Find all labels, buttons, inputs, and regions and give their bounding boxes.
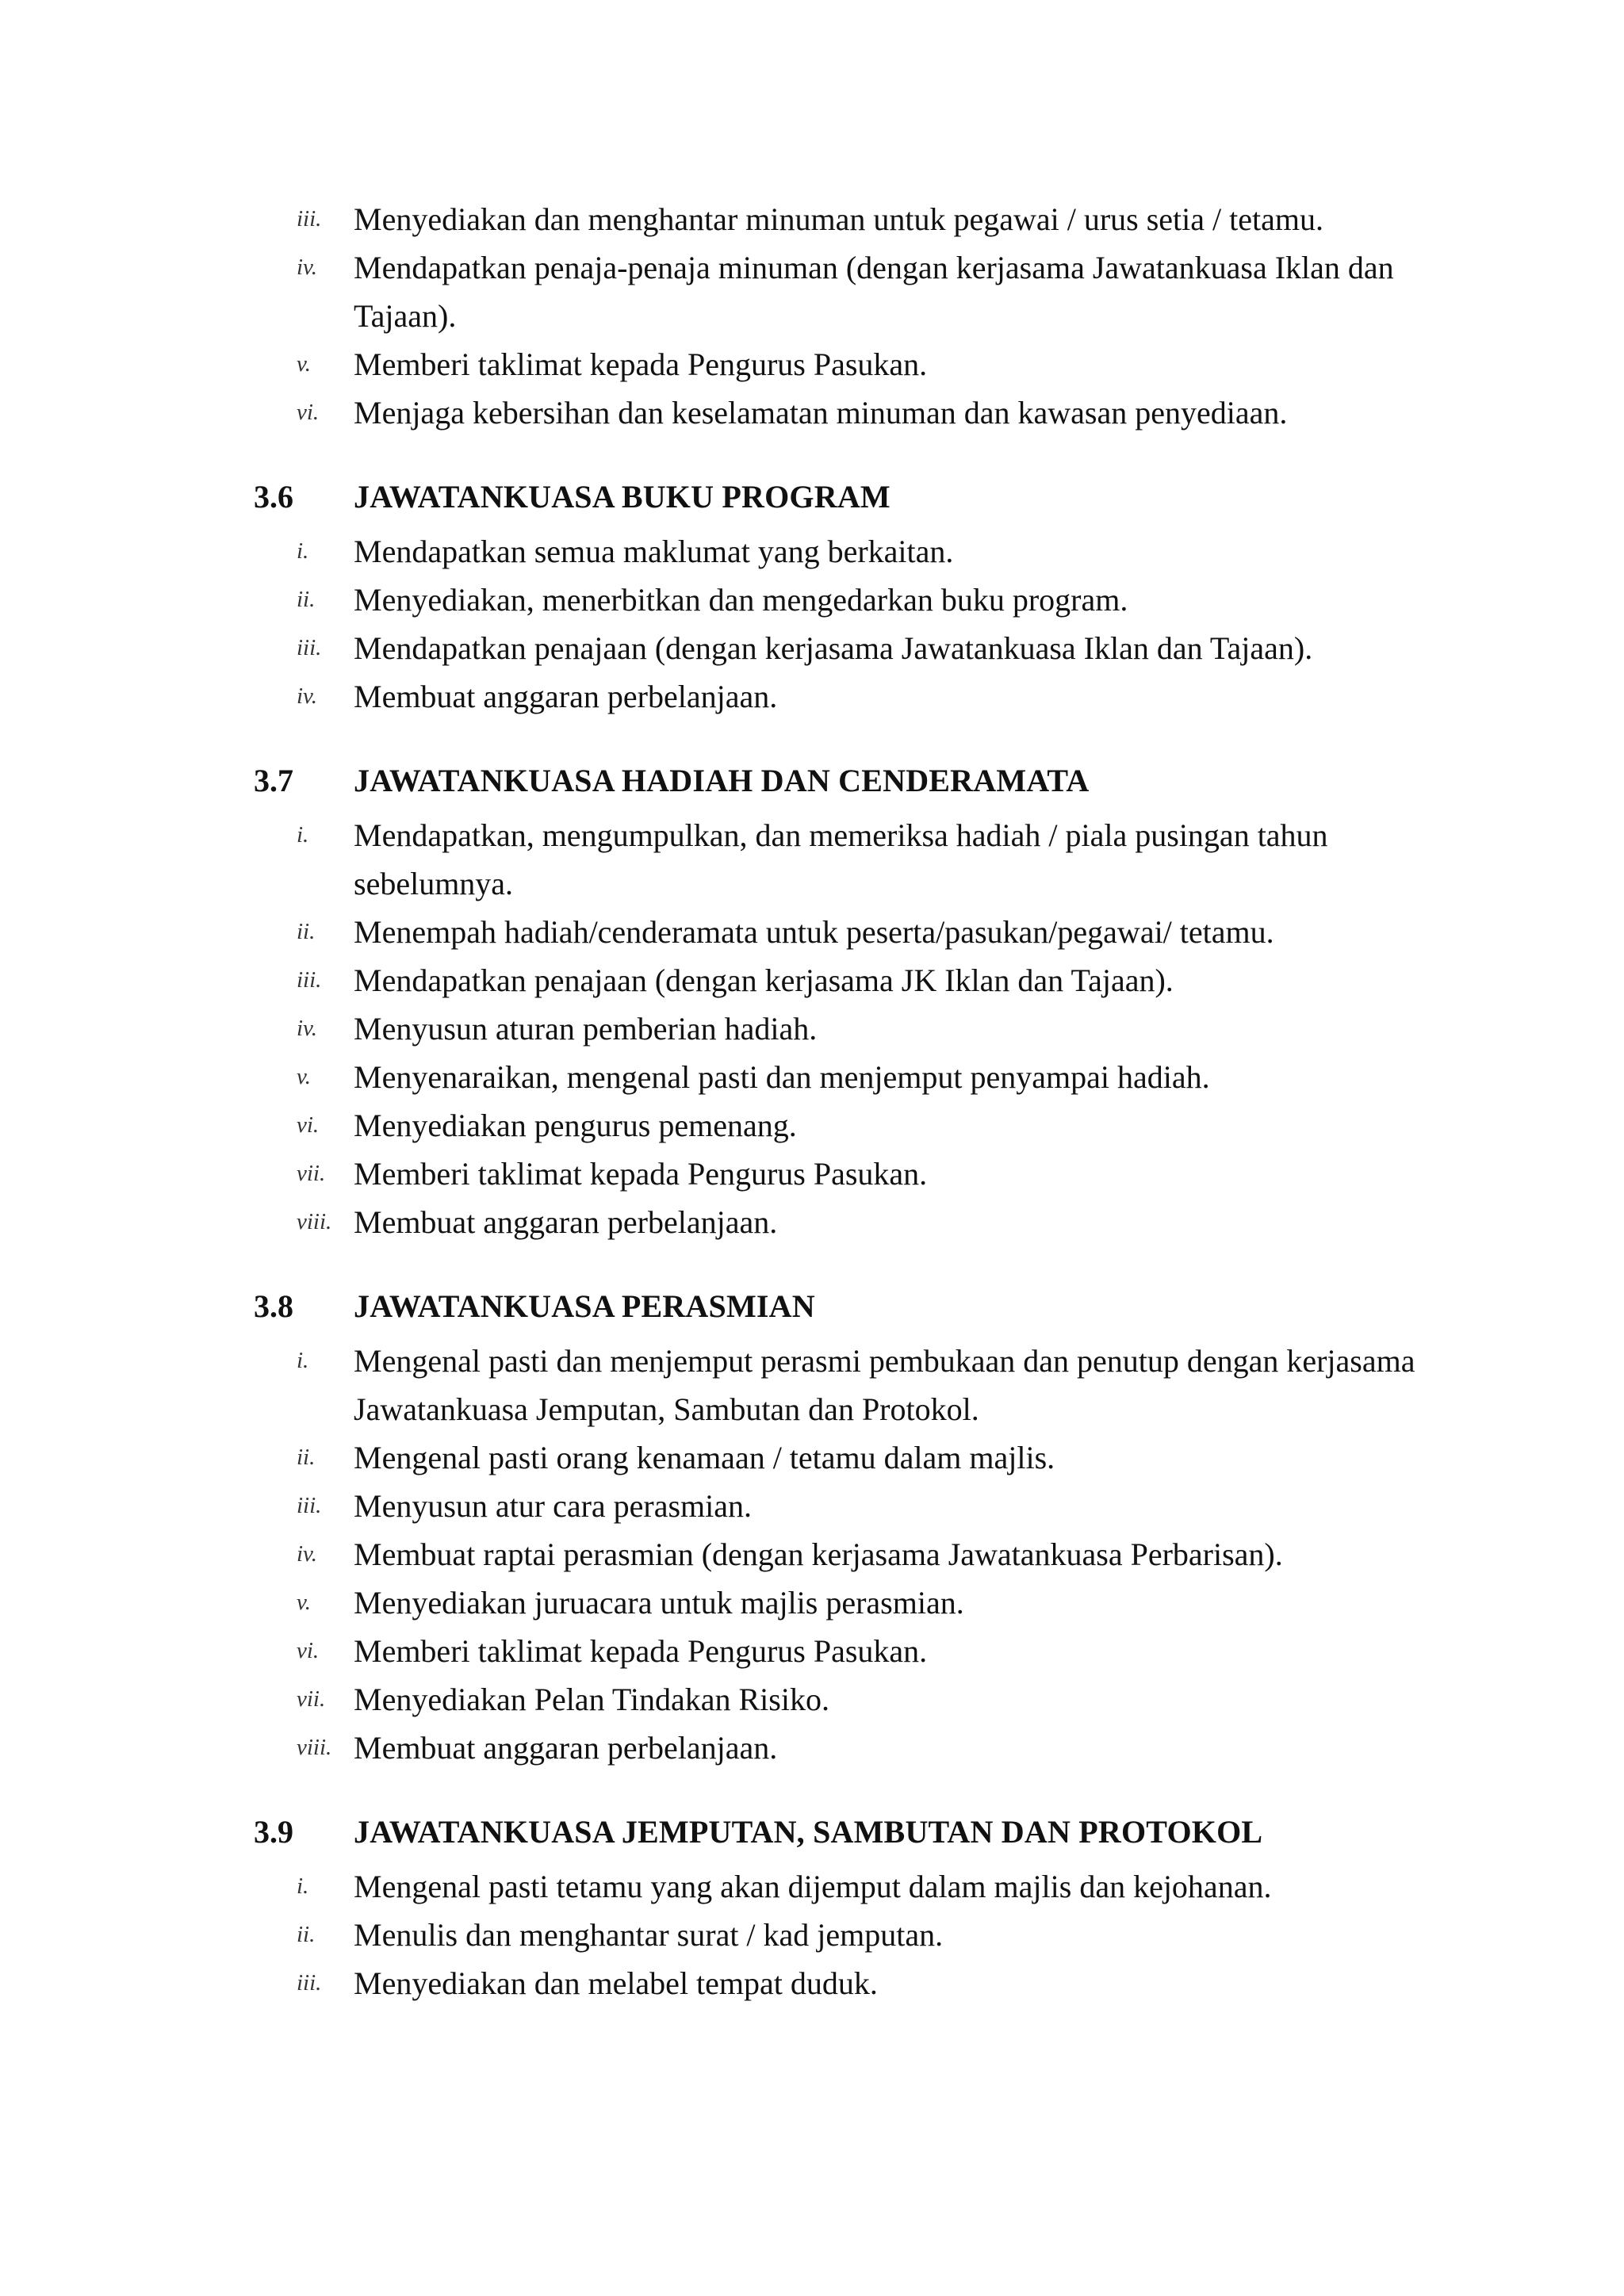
item-numeral: viii. (297, 1209, 332, 1234)
list-item (254, 388, 1459, 437)
item-numeral: i. (297, 538, 309, 564)
section-number: 3.8 (254, 1288, 293, 1324)
item-numeral: ii. (297, 919, 316, 944)
item-text: Menulis dan menghantar surat / kad jemputan. (354, 1917, 944, 1953)
item-numeral: iii. (297, 206, 322, 232)
item-numeral: iii. (297, 635, 322, 660)
list-item (254, 908, 1459, 956)
item-numeral: ii. (297, 587, 316, 612)
section-heading (254, 756, 1459, 805)
list-item (254, 1959, 1459, 2007)
list-item (254, 1482, 1459, 1530)
item-text: Memberi taklimat kepada Pengurus Pasukan. (354, 346, 928, 382)
item-text: Menyusun atur cara perasmian. (354, 1488, 753, 1524)
item-text: Mengenal pasti dan menjemput perasmi pembukaan dan penutup dengan kerjasama Jawatankuasa Jemputan, Sambutan dan Protokol. (354, 1343, 1415, 1427)
list-item (254, 527, 1459, 576)
item-text: Mengenal pasti orang kenamaan / tetamu dalam majlis. (354, 1440, 1055, 1475)
section-heading (254, 473, 1459, 521)
section-title: JAWATANKUASA BUKU PROGRAM (354, 479, 891, 515)
list-item (254, 1911, 1459, 1959)
item-numeral: iv. (297, 683, 318, 709)
item-numeral: iv. (297, 1541, 318, 1567)
list-item (254, 195, 1459, 243)
item-numeral: v. (297, 351, 311, 377)
item-text: Menempah hadiah/cenderamata untuk peserta/pasukan/pegawai/ tetamu. (354, 914, 1274, 950)
list-item (254, 1198, 1459, 1246)
item-numeral: ii. (297, 1922, 316, 1947)
item-text: Menjaga kebersihan dan keselamatan minuman dan kawasan penyediaan. (354, 395, 1288, 430)
item-numeral: vi. (297, 1638, 320, 1663)
item-text: Menyediakan dan menghantar minuman untuk pegawai / urus setia / tetamu. (354, 201, 1323, 237)
list-item (254, 340, 1459, 388)
item-numeral: iii. (297, 1493, 322, 1518)
item-text: Membuat raptai perasmian (dengan kerjasama Jawatankuasa Perbarisan). (354, 1536, 1283, 1572)
item-text: Menyusun aturan pemberian hadiah. (354, 1011, 818, 1047)
list-item (254, 576, 1459, 624)
section-title: JAWATANKUASA PERASMIAN (354, 1288, 815, 1324)
item-text: Menyenaraikan, mengenal pasti dan menjemput penyampai hadiah. (354, 1059, 1210, 1095)
section-hadiah-cenderamata (254, 756, 1459, 1246)
section-number: 3.7 (254, 763, 293, 798)
item-text: Membuat anggaran perbelanjaan. (354, 1730, 778, 1766)
item-text: Mendapatkan penajaan (dengan kerjasama Jawatankuasa Iklan dan Tajaan). (354, 630, 1313, 666)
item-text: Menyediakan, menerbitkan dan mengedarkan buku program. (354, 582, 1128, 618)
list-item (254, 1627, 1459, 1675)
item-numeral: vii. (297, 1161, 326, 1186)
item-numeral: iv. (297, 254, 318, 280)
item-text: Menyediakan pengurus pemenang. (354, 1108, 797, 1143)
item-text: Mendapatkan penaja-penaja minuman (dengan kerjasama Jawatankuasa Iklan dan Tajaan). (354, 250, 1394, 334)
section-jemputan-sambutan-protokol (254, 1808, 1459, 2007)
item-numeral: vi. (297, 400, 320, 425)
item-numeral: ii. (297, 1445, 316, 1470)
item-text: Membuat anggaran perbelanjaan. (354, 1204, 778, 1240)
list-item (254, 1862, 1459, 1911)
list-item (254, 956, 1459, 1004)
section-number: 3.9 (254, 1814, 293, 1850)
item-numeral: v. (297, 1064, 311, 1089)
item-numeral: vii. (297, 1686, 326, 1712)
list-item (254, 1053, 1459, 1101)
item-text: Mengenal pasti tetamu yang akan dijemput dalam majlis dan kejohanan. (354, 1869, 1272, 1904)
item-text: Mendapatkan semua maklumat yang berkaitan. (354, 534, 954, 569)
item-text: Menyediakan juruacara untuk majlis perasmian. (354, 1585, 964, 1621)
list-item (254, 1675, 1459, 1724)
list-item (254, 1150, 1459, 1198)
item-numeral: i. (297, 822, 309, 848)
section-heading (254, 1808, 1459, 1856)
section-number: 3.6 (254, 479, 293, 515)
item-numeral: iv. (297, 1016, 318, 1041)
section-heading (254, 1282, 1459, 1330)
item-numeral: iii. (297, 967, 322, 993)
item-text: Menyediakan dan melabel tempat duduk. (354, 1965, 878, 2001)
section-title: JAWATANKUASA HADIAH DAN CENDERAMATA (354, 763, 1090, 798)
item-text: Membuat anggaran perbelanjaan. (354, 679, 778, 714)
item-numeral: viii. (297, 1735, 332, 1760)
item-text: Memberi taklimat kepada Pengurus Pasukan. (354, 1633, 928, 1669)
list-item (254, 1004, 1459, 1053)
list-item (254, 1337, 1459, 1433)
document-content (254, 195, 1459, 2007)
list-item (254, 1101, 1459, 1150)
list-item (254, 1578, 1459, 1627)
list-item (254, 672, 1459, 721)
item-text: Menyediakan Pelan Tindakan Risiko. (354, 1682, 829, 1717)
item-numeral: vi. (297, 1112, 320, 1138)
item-text: Mendapatkan penajaan (dengan kerjasama JK Iklan dan Tajaan). (354, 962, 1174, 998)
item-numeral: iii. (297, 1970, 322, 1996)
list-item (254, 624, 1459, 672)
item-numeral: i. (297, 1348, 309, 1373)
list-item (254, 1433, 1459, 1482)
intro-list (254, 195, 1459, 437)
list-item (254, 1724, 1459, 1772)
section-perasmian (254, 1282, 1459, 1772)
item-numeral: i. (297, 1873, 309, 1899)
item-text: Mendapatkan, mengumpulkan, dan memeriksa hadiah / piala pusingan tahun sebelumnya. (354, 817, 1328, 901)
item-numeral: v. (297, 1590, 311, 1615)
section-buku-program (254, 473, 1459, 721)
list-item (254, 811, 1459, 908)
list-item (254, 243, 1459, 340)
item-text: Memberi taklimat kepada Pengurus Pasukan. (354, 1156, 928, 1192)
list-item (254, 1530, 1459, 1578)
section-title: JAWATANKUASA JEMPUTAN, SAMBUTAN DAN PROTOKOL (354, 1814, 1263, 1850)
